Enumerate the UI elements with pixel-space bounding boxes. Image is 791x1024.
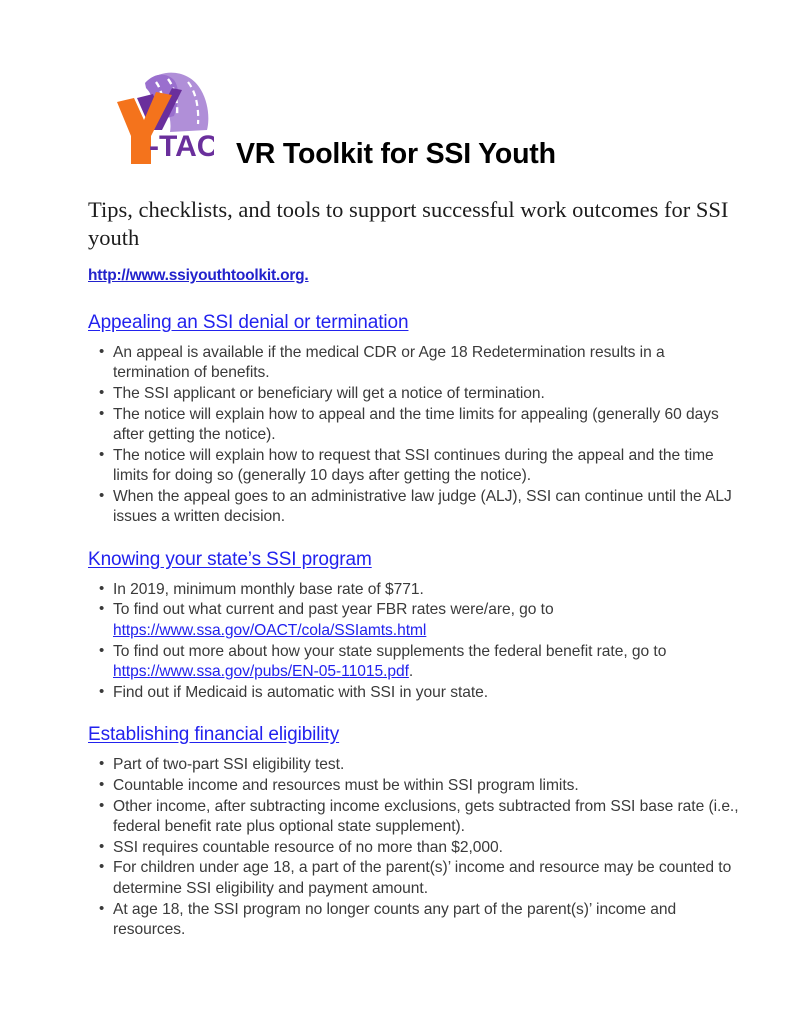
ssa-ssiamts-link[interactable]: https://www.ssa.gov/OACT/cola/SSIamts.html bbox=[113, 621, 427, 639]
section-heading[interactable]: Appealing an SSI denial or termination bbox=[88, 312, 409, 333]
list-item-text-after: . bbox=[408, 662, 414, 680]
page-title: VR Toolkit for SSI Youth bbox=[236, 138, 556, 170]
list-item: • An appeal is available if the medical CDR or Age 18 Redetermination results in a termination of benefits. bbox=[88, 343, 743, 384]
section-establishing-financial-eligibility bbox=[88, 724, 743, 940]
toolkit-site-url-link[interactable]: http://www.ssiyouthtoolkit.org. bbox=[88, 267, 309, 284]
list-item: • SSI requires countable resource of no more than $2,000. bbox=[88, 838, 743, 858]
list-item-text-before: To find out what current and past year FBR rates were/are, go to bbox=[113, 601, 554, 619]
list-item: • In 2019, minimum monthly base rate of $771. bbox=[88, 580, 743, 600]
list-item: • The notice will explain how to request that SSI continues during the appeal and the time limits for doing so (generally 10 days after getting the notice). bbox=[88, 446, 743, 487]
section-heading[interactable]: Establishing financial eligibility bbox=[88, 723, 340, 745]
y-tac-logo-svg bbox=[104, 68, 214, 172]
section-heading[interactable]: Knowing your state’s SSI program bbox=[88, 548, 372, 570]
list-item bbox=[88, 642, 743, 683]
list-item: • The notice will explain how to appeal and the time limits for appealing (generally 60 days after getting the notice). bbox=[88, 405, 743, 446]
bullet-list bbox=[88, 343, 743, 528]
section-appealing-an-ssi-denial-or-termination bbox=[88, 312, 743, 528]
list-item: • Countable income and resources must be within SSI program limits. bbox=[88, 776, 743, 796]
list-item: • For children under age 18, a part of the parent(s)’ income and resource may be counted to determine SSI eligibility and payment amount. bbox=[88, 858, 743, 899]
list-item: • At age 18, the SSI program no longer counts any part of the parent(s)’ income and resources. bbox=[88, 900, 743, 941]
bullet-list bbox=[88, 755, 743, 940]
list-item: • Find out if Medicaid is automatic with SSI in your state. bbox=[88, 683, 743, 703]
ssa-pubs-link[interactable]: https://www.ssa.gov/pubs/EN-05-11015.pdf bbox=[113, 662, 409, 680]
list-item: • The SSI applicant or beneficiary will get a notice of termination. bbox=[88, 384, 743, 404]
list-item: • Part of two-part SSI eligibility test. bbox=[88, 755, 743, 775]
list-item: • When the appeal goes to an administrative law judge (ALJ), SSI can continue until the ALJ issues a written decision. bbox=[88, 487, 743, 528]
document-header bbox=[88, 66, 728, 178]
logo-tac-text: -TAC bbox=[149, 130, 214, 163]
document-subtitle: Tips, checklists, and tools to support successful work outcomes for SSI youth bbox=[88, 197, 729, 250]
y-tac-logo bbox=[104, 68, 214, 172]
list-item-text-before: To find out more about how your state supplements the federal benefit rate, go to bbox=[113, 642, 667, 660]
bullet-list bbox=[88, 580, 743, 703]
list-item bbox=[88, 600, 743, 641]
list-item: • Other income, after subtracting income exclusions, gets subtracted from SSI base rate (i.e., federal benefit rate plus optional state supplement). bbox=[88, 797, 743, 838]
section-knowing-your-states-ssi-program bbox=[88, 549, 743, 703]
sections-container bbox=[88, 312, 743, 960]
